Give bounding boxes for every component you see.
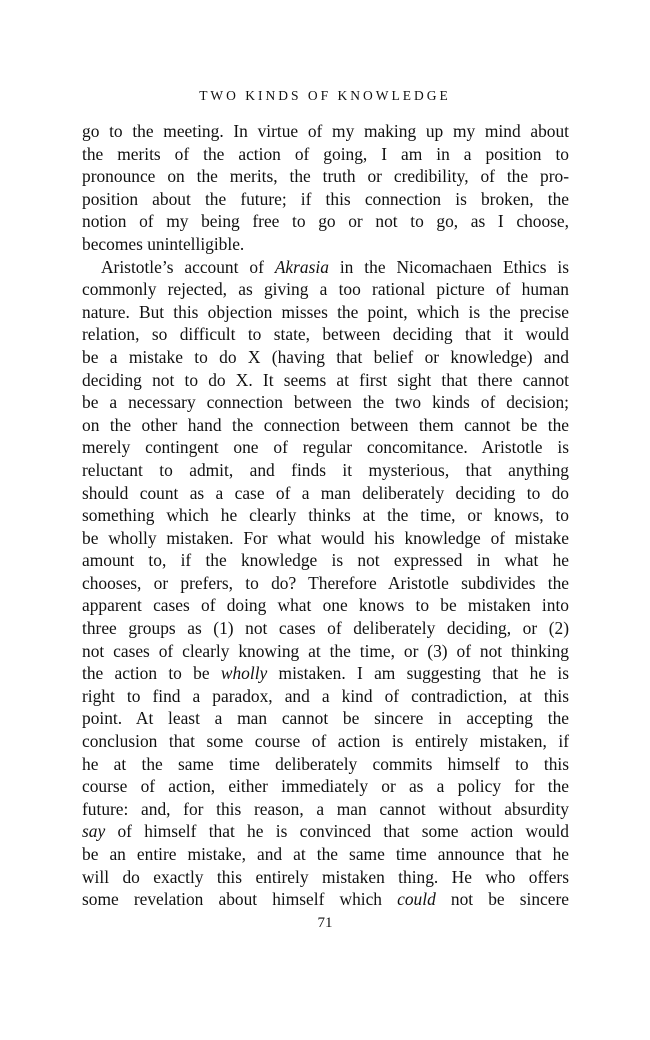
text-run: of himself that he is convinced that some action would: [105, 821, 569, 842]
text-line: point. At least a man cannot be sincere in accepting the: [82, 708, 569, 729]
italic-run: wholly: [220, 663, 268, 684]
text-line: right to find a paradox, and a kind of contradiction, at this: [82, 685, 569, 706]
italic-run: Akrasia: [274, 256, 329, 277]
text-line: should count as a case of a man deliberately deciding to do: [82, 482, 569, 503]
text-line: course of action, either immediately or as a policy for the: [82, 776, 569, 797]
text-run: some revelation about himself which: [82, 889, 398, 910]
italic-run: could: [397, 889, 436, 910]
text-line: notion of my being free to go or not to go, as I choose,: [82, 211, 569, 232]
text-line: will do exactly this entirely mistaken thing. He who offers: [82, 866, 569, 887]
text-line: [82, 662, 569, 685]
text-line: amount to, if the knowledge is not expressed in what he: [82, 550, 569, 571]
text-line: future: and, for this reason, a man cannot without absurdity: [82, 798, 569, 819]
text-line: be a necessary connection between the two kinds of decision;: [82, 392, 569, 413]
text-line: relation, so difficult to state, between deciding that it would: [82, 324, 569, 345]
text-line: on the other hand the connection between them cannot be the: [82, 414, 569, 435]
text-line: [82, 888, 569, 911]
text-line: merely contingent one of regular concomitance. Aristotle is: [82, 437, 569, 458]
text-run: in the Nicomachaen Ethics is: [328, 256, 569, 277]
text-run: mistaken. I am suggesting that he is: [267, 663, 569, 684]
text-line: reluctant to admit, and finds it mysterious, that anything: [82, 459, 569, 480]
text-line: [82, 256, 569, 279]
text-line: nature. But this objection misses the point, which is the precise: [82, 301, 569, 322]
text-run: Aristotle’s account of: [101, 256, 275, 277]
text-line: he at the same time deliberately commits himself to this: [82, 753, 569, 774]
text-line: [82, 820, 569, 843]
text-line: be a mistake to do X (having that belief or knowledge) and: [82, 346, 569, 367]
text-line: the merits of the action of going, I am in a position to: [82, 143, 569, 164]
text-line: commonly rejected, as giving a too rational picture of human: [82, 279, 569, 300]
body-text: [82, 120, 569, 911]
text-line: something which he clearly thinks at the time, or knows, to: [82, 505, 569, 526]
text-line: three groups as (1) not cases of deliberately deciding, or (2): [82, 618, 569, 639]
text-line: go to the meeting. In virtue of my making up my mind about: [82, 121, 569, 141]
text-run: the action to be: [82, 663, 221, 684]
italic-run: say: [82, 821, 106, 842]
text-line: becomes unintelligible.: [82, 233, 245, 254]
text-run: not be sincere: [435, 889, 569, 910]
text-line: deciding not to do X. It seems at first sight that there cannot: [82, 369, 569, 390]
page-number: 71: [317, 915, 333, 931]
text-line: position about the future; if this connection is broken, the: [82, 188, 569, 209]
running-head: TWO KINDS OF KNOWLEDGE: [199, 88, 451, 103]
text-line: apparent cases of doing what one knows to be mistaken into: [82, 595, 569, 616]
text-line: be wholly mistaken. For what would his knowledge of mistake: [82, 527, 569, 548]
text-line: pronounce on the merits, the truth or credibility, of the pro-: [82, 166, 569, 187]
text-line: chooses, or prefers, to do? Therefore Aristotle subdivides the: [82, 572, 569, 593]
text-line: be an entire mistake, and at the same time announce that he: [82, 844, 569, 864]
text-line: conclusion that some course of action is entirely mistaken, if: [82, 731, 569, 752]
text-line: not cases of clearly knowing at the time, or (3) of not thinking: [82, 640, 569, 661]
